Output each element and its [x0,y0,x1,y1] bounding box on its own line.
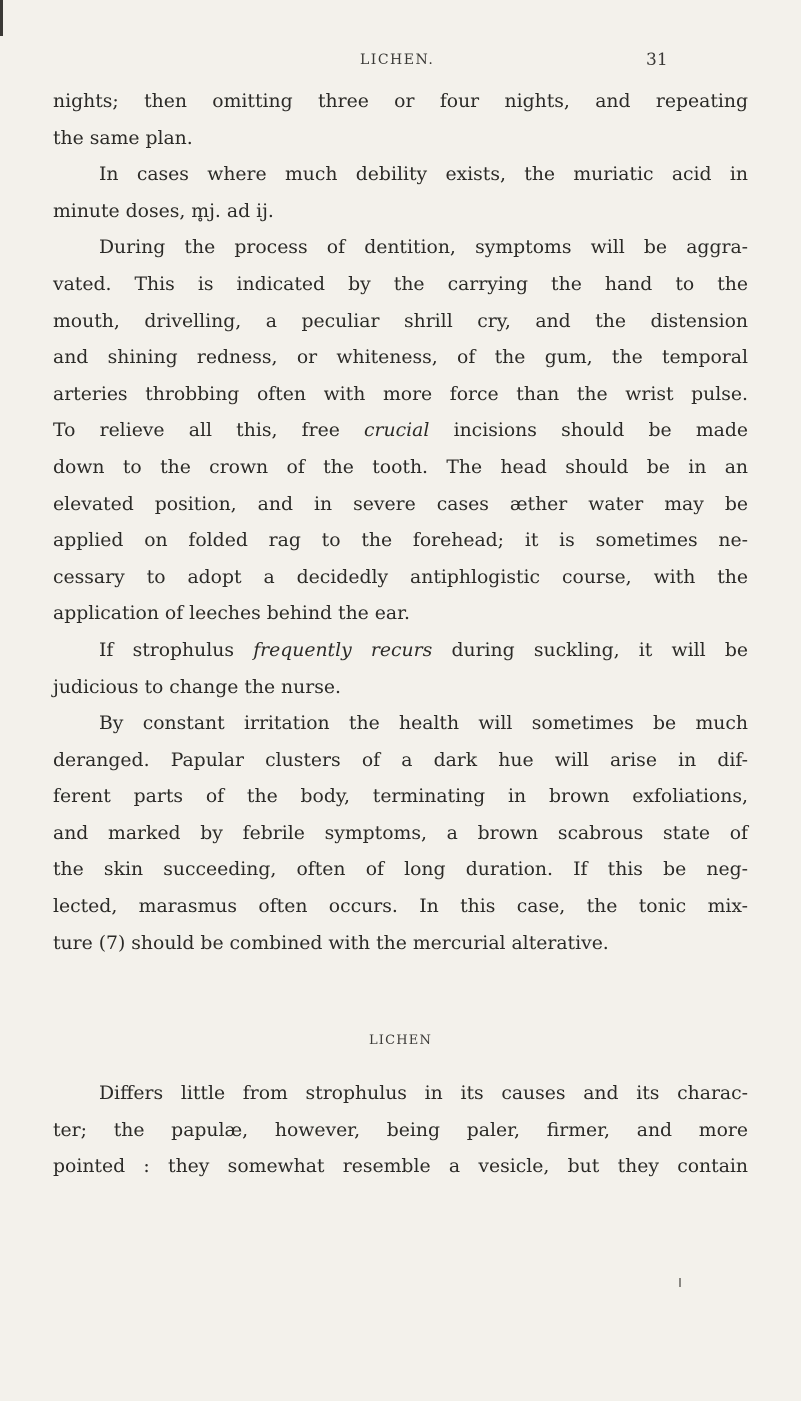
running-title: LICHEN. [360,52,435,68]
text-line [53,779,748,816]
text-segment: vated. This is indicated by the carrying the hand to the [53,273,748,295]
text-line [53,1149,748,1186]
paragraph [53,706,748,962]
text-segment: In cases where much debility exists, the muriatic acid in [99,164,748,186]
text-line [53,523,748,560]
text-line [53,121,748,158]
page-edge-mark [0,0,3,36]
text-line [53,633,748,670]
text-line [53,743,748,780]
italic-text: crucial [364,420,430,442]
text-line [53,157,748,194]
paragraph [53,84,748,157]
text-segment: By constant irritation the health will sometimes be much [99,713,748,735]
text-segment: lected, marasmus often occurs. In this case, the tonic mix- [53,896,748,918]
text-segment: and shining redness, or whiteness, of the gum, the temporal [53,347,748,369]
text-segment: during suckling, it will be [432,639,748,661]
text-line [53,230,748,267]
text-line [53,816,748,853]
text-line [53,304,748,341]
text-line [53,487,748,524]
text-segment: pointed : they somewhat resemble a vesicle, but they contain [53,1156,748,1178]
text-segment: minute doses, m̥j. ad ij. [53,200,274,222]
text-segment: ferent parts of the body, terminating in brown exfoliations, [53,786,748,808]
text-line [53,560,748,597]
text-segment: application of leeches behind the ear. [53,603,410,625]
text-line [53,852,748,889]
text-line [53,84,748,121]
text-segment: the same plan. [53,127,193,149]
text-segment: To relieve all this, free [53,420,365,442]
text-segment: ter; the papulæ, however, being paler, firmer, and more [53,1119,748,1141]
text-line [53,267,748,304]
text-segment: nights; then omitting three or four nights, and repeating [53,91,748,112]
text-segment: Differs little from strophulus in its causes and its charac- [99,1083,748,1104]
text-line [53,1113,748,1150]
text-segment: the skin succeeding, often of long duration. If this be neg- [53,859,748,881]
text-segment: down to the crown of the tooth. The head should be in an [53,456,748,478]
text-line [53,194,748,231]
text-segment: cessary to adopt a decidedly antiphlogistic course, with the [53,566,748,588]
text-line [53,1076,748,1113]
footer-mark [679,1278,681,1287]
text-segment: arteries throbbing often with more force than the wrist pulse. [53,383,748,405]
text-line [53,340,748,377]
text-segment: During the process of dentition, symptoms will be aggra- [99,237,748,259]
text-line [53,377,748,414]
text-line [53,450,748,487]
paragraph [53,1076,748,1186]
text-segment: ture (7) should be combined with the mercurial alterative. [53,932,609,954]
text-segment: applied on folded rag to the forehead; it is sometimes ne- [53,530,748,552]
paragraph [53,157,748,230]
paragraph [53,633,748,706]
text-line [53,596,748,633]
text-segment: deranged. Papular clusters of a dark hue will arise in dif- [53,749,748,771]
text-segment: If strophulus [99,639,254,661]
text-segment: incisions should be made [429,420,748,442]
text-segment: judicious to change the nurse. [53,676,341,698]
body-text-bottom [53,1076,748,1186]
text-line [53,706,748,743]
body-text-top [53,84,748,962]
running-head [0,52,801,76]
text-line [53,413,748,450]
text-segment: and marked by febrile symptoms, a brown scabrous state of [53,822,748,844]
section-heading: LICHEN [368,1033,433,1048]
italic-text: frequently recurs [253,639,433,661]
text-line [53,889,748,926]
text-segment: mouth, drivelling, a peculiar shrill cry, and the distension [53,310,748,332]
text-line [53,670,748,707]
paragraph [53,230,748,633]
page-number: 31 [646,50,668,70]
text-segment: elevated position, and in severe cases æther water may be [53,493,748,515]
text-line [53,926,748,963]
